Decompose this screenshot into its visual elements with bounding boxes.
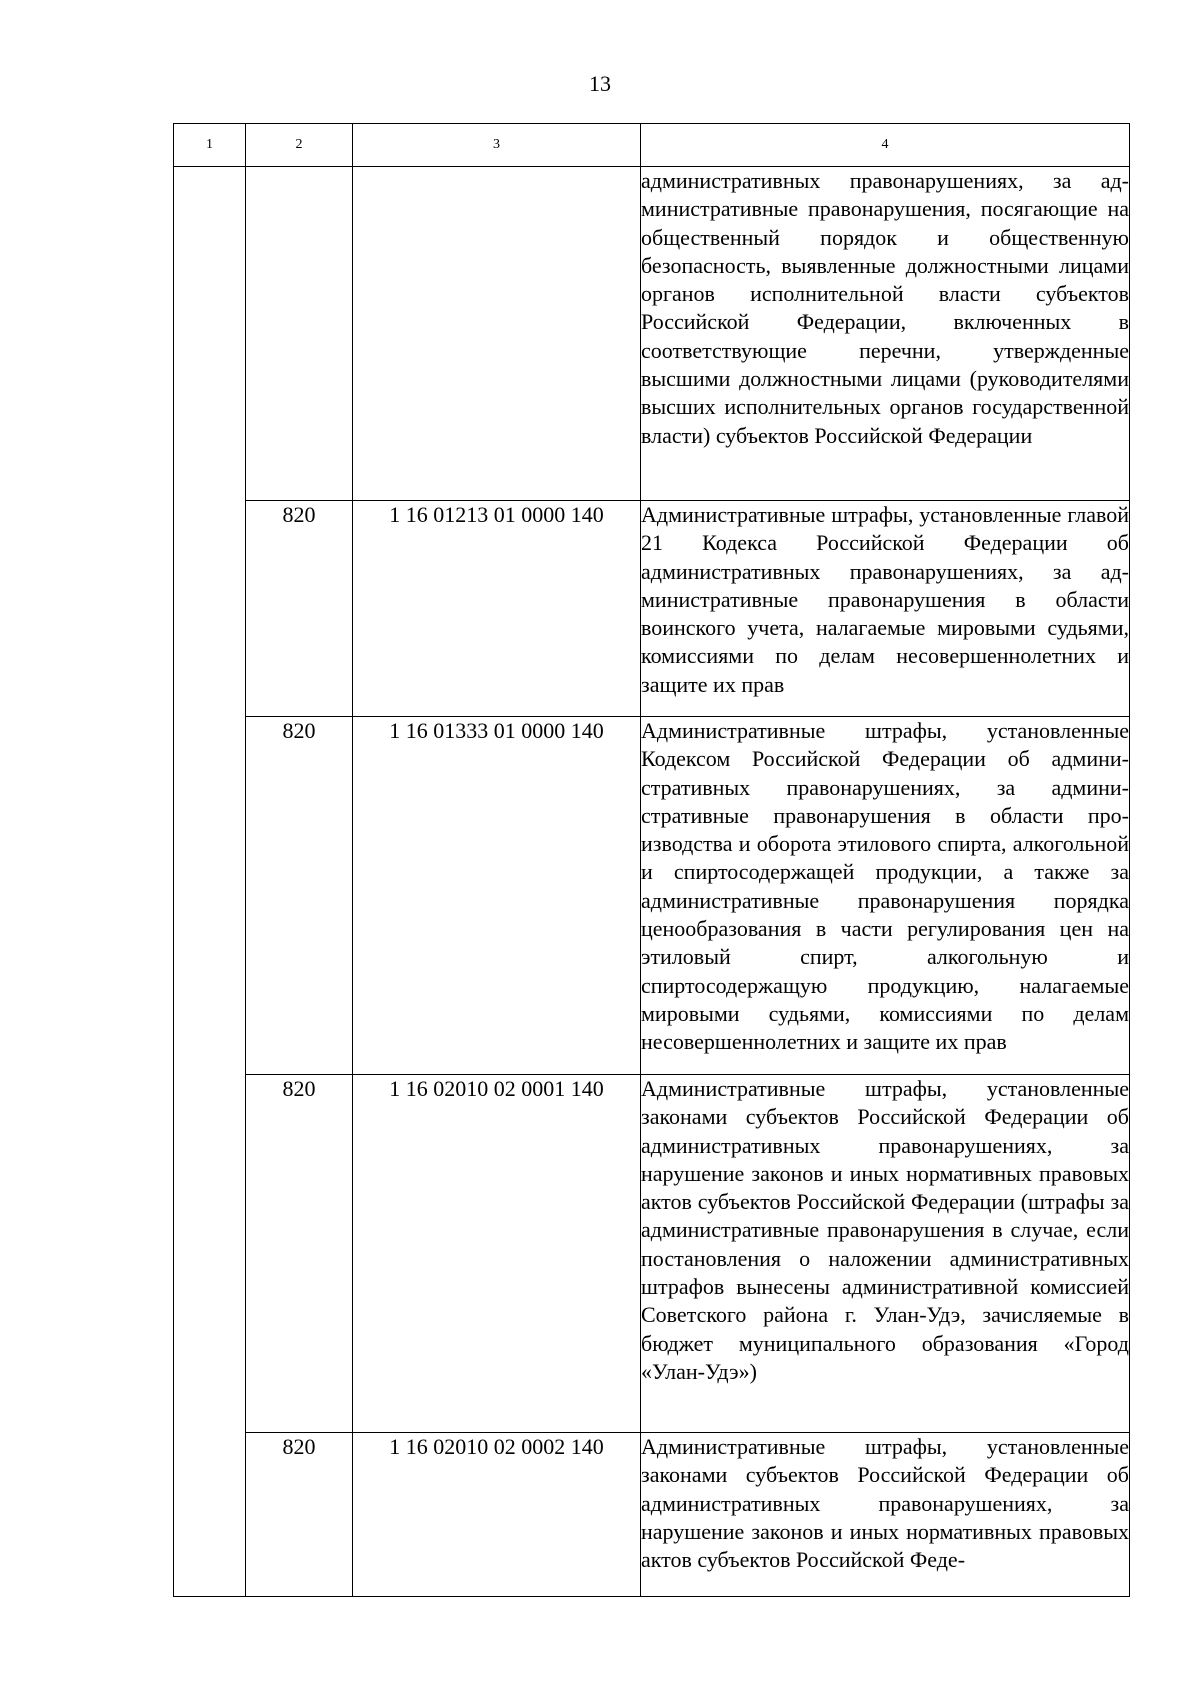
description-text: Административные штрафы, установленные законами субъектов Российской Федерации об административных правонарушениях, за нарушение законов и иных нормативных правовых актов субъектов Российской Феде- [641, 1434, 1129, 1573]
income-code-cell: 1 16 02010 02 0002 140 [353, 1433, 641, 1597]
description-cell [641, 717, 1130, 1075]
header-col-3: 3 [353, 124, 641, 167]
description-text: Административные штрафы, установленные главой 21 Кодекса Российской Федерации об административных правонарушениях, за административные правонарушения в области воинского учета, налагаемые мировыми судьями, комиссиями по делам несовершеннолетних и защите их прав [641, 502, 1129, 697]
revenue-codes-table [173, 123, 1130, 1597]
description-text: Административные штрафы, установленные Кодексом Российской Федерации об административных правонарушениях, за административные правонарушения в области производства и оборота этилового спирта, алкогольной и спиртосодержащей продукции, а также за административные правонарушения порядка ценообразования в части регулирования цен на этиловый спирт, алкогольную и спиртосодержащую продукцию, налагаемые мировыми судьями, комиссиями по делам несовершеннолетних и защите их прав [641, 718, 1129, 1055]
admin-code-cell: 820 [246, 1075, 353, 1433]
income-code-cell: 1 16 01333 01 0000 140 [353, 717, 641, 1075]
page-number: 13 [589, 71, 611, 96]
description-cell [641, 1433, 1130, 1597]
header-col-2: 2 [246, 124, 353, 167]
admin-code-cell: 820 [246, 717, 353, 1075]
description-text: административных правонарушениях, за административные правонарушения, посягающие на общественный порядок и общественную безопасность, выявленные должностными лицами органов исполнительной власти субъектов Российской Федерации, включенных в соответствующие перечни, утвержденные высшими должностными лицами (руководителями высших исполнительных органов государственной власти) субъектов Российской Федерации [641, 168, 1129, 448]
description-cell [641, 1075, 1130, 1433]
admin-code-cell: 820 [246, 501, 353, 717]
description-cell [641, 167, 1130, 501]
table-row [174, 1433, 1130, 1597]
table-row [174, 717, 1130, 1075]
income-code-cell: 1 16 02010 02 0001 140 [353, 1075, 641, 1433]
table-row [174, 501, 1130, 717]
table-row [174, 1075, 1130, 1433]
header-row [174, 124, 1130, 167]
income-code-cell [353, 167, 641, 501]
description-cell [641, 501, 1130, 717]
header-col-4: 4 [641, 124, 1130, 167]
header-col-1: 1 [174, 124, 246, 167]
admin-code-cell [246, 167, 353, 501]
admin-code-cell: 820 [246, 1433, 353, 1597]
income-code-cell: 1 16 01213 01 0000 140 [353, 501, 641, 717]
description-text: Административные штрафы, установленные законами субъектов Российской Федерации об административных правонарушениях, за нарушение законов и иных нормативных правовых актов субъектов Российской Федерации (штрафы за административные правонарушения в случае, если постановления о наложении административных штрафов вынесены административной комиссией Советского района г. Улан-Удэ, зачисляемые в бюджет муниципального образования «Город «Улан-Удэ») [641, 1076, 1129, 1384]
row-number-cell [174, 167, 246, 1597]
table-row [174, 167, 1130, 501]
